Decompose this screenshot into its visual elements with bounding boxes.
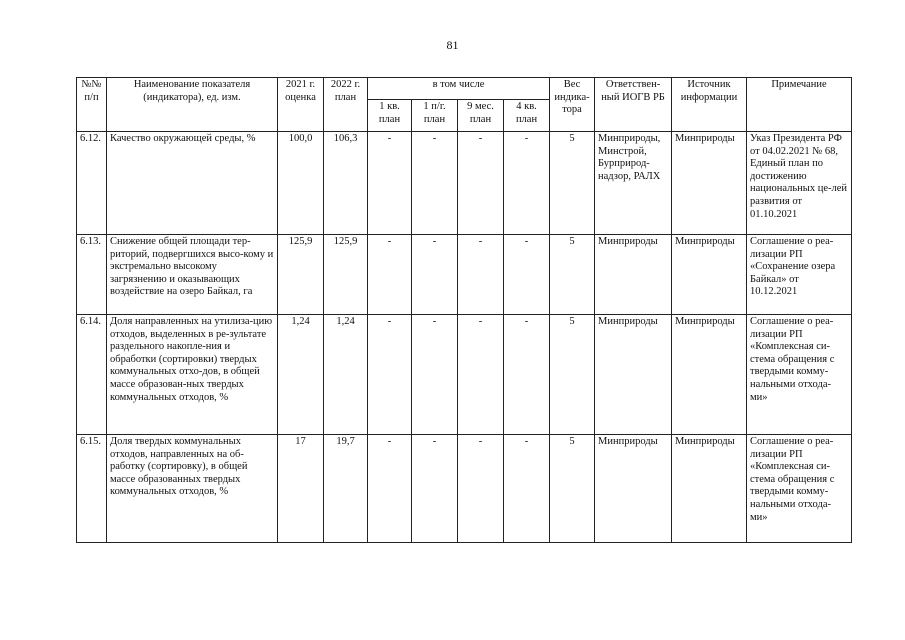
row-name: Доля направленных на утилиза-цию отходов, выделенных в ре-зультате раздельного накопле-ния и обработки (сортировки) твердых коммунальных отхо-дов, в общей массе образован-ных твердых коммунальных отходов, % <box>107 315 278 435</box>
row-2021: 125,9 <box>278 235 324 315</box>
page-number: 81 <box>446 38 459 52</box>
row-note: Соглашение о реа-лизации РП «Комплексная си-стема обращения с твердыми комму-нальными отхода-ми» <box>747 315 852 435</box>
row-h1: - <box>412 315 458 435</box>
row-q1: - <box>368 315 412 435</box>
row-note: Соглашение о реа-лизации РП «Комплексная си-стема обращения с твердыми комму-нальными отхода-ми» <box>747 435 852 543</box>
header-weight: Вес индика-тора <box>550 78 595 132</box>
row-weight: 5 <box>550 435 595 543</box>
row-9m: - <box>458 315 504 435</box>
row-2022: 106,3 <box>324 132 368 235</box>
row-9m: - <box>458 235 504 315</box>
header-h1: 1 п/г. план <box>412 100 458 132</box>
table-row <box>77 132 852 235</box>
row-name: Доля твердых коммунальных отходов, направленных на об-работку (сортировку), в общей массе образованных твердых коммунальных отходов, % <box>107 435 278 543</box>
row-2022: 19,7 <box>324 435 368 543</box>
header-note: Примечание <box>747 78 852 132</box>
row-name: Качество окружающей среды, % <box>107 132 278 235</box>
row-source: Минприроды <box>672 132 747 235</box>
row-responsible: Минприроды <box>595 435 672 543</box>
row-h1: - <box>412 132 458 235</box>
row-9m: - <box>458 132 504 235</box>
row-weight: 5 <box>550 132 595 235</box>
row-source: Минприроды <box>672 435 747 543</box>
row-2021: 100,0 <box>278 132 324 235</box>
row-q4: - <box>504 435 550 543</box>
row-num: 6.13. <box>77 235 107 315</box>
row-responsible: Минприроды <box>595 235 672 315</box>
header-2021: 2021 г. оценка <box>278 78 324 132</box>
header-including: в том числе <box>368 78 550 100</box>
indicators-table <box>76 77 852 543</box>
row-note: Указ Президента РФ от 04.02.2021 № 68, Единый план по достижению национальных це-лей развития от 01.10.2021 <box>747 132 852 235</box>
row-num: 6.15. <box>77 435 107 543</box>
row-2021: 1,24 <box>278 315 324 435</box>
row-2021: 17 <box>278 435 324 543</box>
row-responsible: Минприроды <box>595 315 672 435</box>
row-q4: - <box>504 315 550 435</box>
row-name: Снижение общей площади тер-риторий, подвергшихся высо-кому и экстремально высокому загрязнению и оказывающих воздействие на озеро Байкал, га <box>107 235 278 315</box>
header-num: №№ п/п <box>77 78 107 132</box>
header-9m: 9 мес. план <box>458 100 504 132</box>
header-2022: 2022 г. план <box>324 78 368 132</box>
row-q4: - <box>504 132 550 235</box>
row-num: 6.14. <box>77 315 107 435</box>
row-weight: 5 <box>550 235 595 315</box>
row-responsible: Минприроды, Минстрой, Бурприрод-надзор, РАЛХ <box>595 132 672 235</box>
row-weight: 5 <box>550 315 595 435</box>
header-q4: 4 кв. план <box>504 100 550 132</box>
row-source: Минприроды <box>672 315 747 435</box>
row-q1: - <box>368 435 412 543</box>
table-row <box>77 235 852 315</box>
row-h1: - <box>412 235 458 315</box>
row-h1: - <box>412 435 458 543</box>
row-q1: - <box>368 235 412 315</box>
row-q1: - <box>368 132 412 235</box>
row-9m: - <box>458 435 504 543</box>
row-note: Соглашение о реа-лизации РП «Сохранение озера Байкал» от 10.12.2021 <box>747 235 852 315</box>
row-num: 6.12. <box>77 132 107 235</box>
header-name: Наименование показателя (индикатора), ед. изм. <box>107 78 278 132</box>
row-source: Минприроды <box>672 235 747 315</box>
row-2022: 1,24 <box>324 315 368 435</box>
header-source: Источник информации <box>672 78 747 132</box>
header-q1: 1 кв. план <box>368 100 412 132</box>
table-row <box>77 315 852 435</box>
row-2022: 125,9 <box>324 235 368 315</box>
row-q4: - <box>504 235 550 315</box>
header-responsible: Ответствен-ный ИОГВ РБ <box>595 78 672 132</box>
table-row <box>77 435 852 543</box>
